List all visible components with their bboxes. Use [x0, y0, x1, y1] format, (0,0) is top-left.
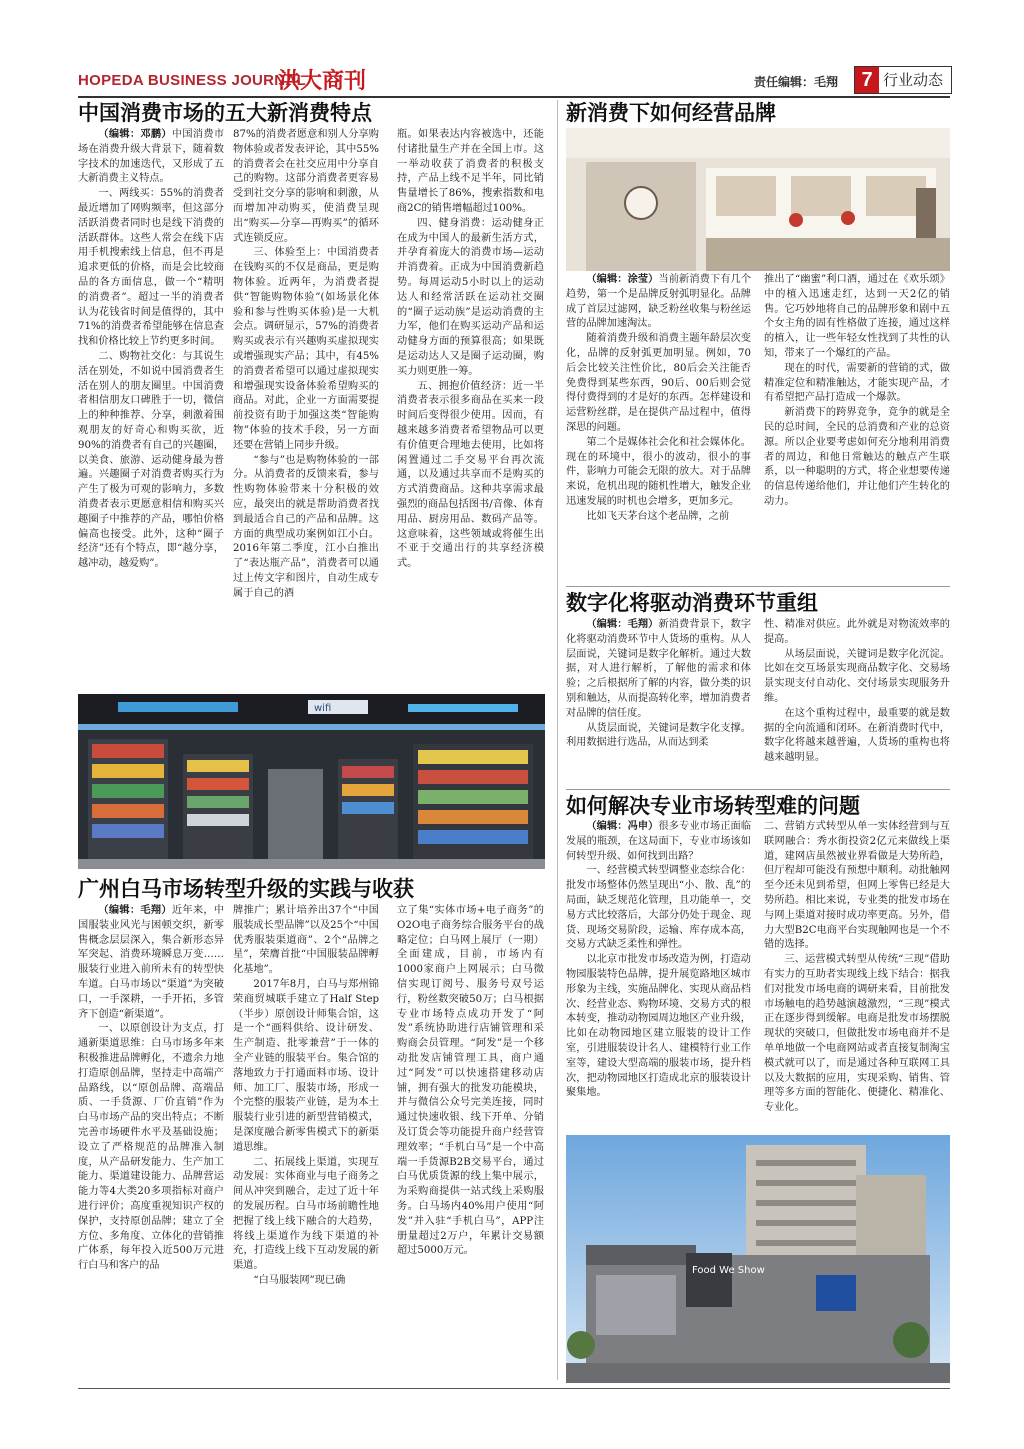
paragraph: 比如飞天茅台这个老品牌，之前 — [586, 510, 730, 522]
bottom-rule — [78, 1388, 950, 1389]
masthead — [78, 64, 950, 96]
article-column — [397, 904, 544, 1382]
paragraph: 二、购物社交化：与其说生活在别处，不如说中国消费者生活在别人的朋友圈里。中国消费者相信朋友口碑胜于一切，微信上的种种推荐、分享，刺激着围观朋友的好奇心和购买欲，近90%的消费者有自己的兴趣圈，以美食、旅游、运动健身最为普遍。兴趣圈子对消费者购买行为产生了极为可观的影响力，多数消费者表示更愿意相信和购买兴趣圈子中推荐的产品，哪怕价格偏高也接受。此外，这种“圈子经济”还有个特点，即“越分享，越冲动，越爱购”。 — [78, 350, 224, 570]
article-column — [233, 904, 379, 1382]
paragraph: 三、体验至上：中国消费者在钱购买的不仅是商品，更是购物体验。近两年，为消费者提供“智能购物体验”(如场景化体验和参与性购买体验)是一大机会点。调研显示，57%的消费者购买或表示有兴趣购买虚拟现实或增强现实产品；其中，有45%的消费者希望可以通过虚拟现实和增强现实设备体验希望购买的商品。对此，企业一方面需要提前投资有助于加强这类“智能购物”体验的技术手段，另一方面还要在营销上同步升级。 — [233, 247, 379, 451]
article-title: 如何解决专业市场转型难的问题 — [566, 794, 860, 818]
paragraph: 随着消费升级和消费主题年龄层次变化，品牌的反射弧更加明显。例如，70后会比较关注性价比，80后会关注能否免费得到某些东西，90后、00后则会觉得付费得到的才是好的东西。怎样建设和运营粉丝群，是在提供产品过程中，值得深思的问题。 — [566, 333, 751, 433]
supermarket-sign: wifi — [314, 703, 332, 714]
paragraph: 四、健身消费：运动健身正在成为中国人的最新生活方式，并孕育着庞大的消费市场—运动并消费着。正成为中国消费新趋势。每周运动5小时以上的运动达人和经常活跃在运动社交圈的“圈子运动族”是运动消费的主力军，他们在购买运动产品和运动健身方面的预算很高；如果既是运动达人又是圈子运动圈，购买力则更胜一筹。 — [397, 217, 544, 377]
article-title: 新消费下如何经营品牌 — [566, 101, 776, 125]
article-separator — [566, 789, 950, 790]
paragraph: 推出了“幽蜜”利口酒，通过在《欢乐颂》中的植入迅速走红，达到一天2亿的销售。它巧妙地将自己的品牌形象和剧中五个女主角的固有性格做了连接，通过这样的植入，让一些年轻女性找到了共性的认知，带来了一个爆红的产品。 — [764, 274, 950, 359]
paragraph: 很多专业市场正面临发展的瓶颈，在这局面下，专业市场该如何转型升级、如何找到出路？ — [566, 821, 751, 862]
section-name: 行业动态 — [883, 71, 944, 89]
market-building-photo — [566, 1135, 950, 1383]
article-column — [566, 820, 751, 1130]
paragraph: 从场层面说，关键词是数字化沉淀。比如在交互场景实现商品数字化、交易场景实现支付自动化、交付场景实现服务升维。 — [764, 648, 950, 704]
paragraph: 瓶。如果表达内容被选中，还能付诸批量生产并在全国上市。这一举动收获了消费者的积极支持，产品上线不足半年，同比销售量增长了86%，搜索指数和电商2C的销售增幅超过100%。 — [397, 129, 544, 214]
paragraph: 一、两线买：55%的消费者最近增加了网购频率，但这部分活跃消费者同时也是线下消费的活跃群体。这些人常会在线下店用手机搜索线上信息，但不再是追求更低的价格，而是会比较商品的各方面信息，做一个“精明的消费者”。超过一半的消费者认为花钱省时间是值得的，其中71%的消费者希望能够在信息查找和价格比较上节约更多时间。 — [78, 188, 224, 348]
paragraph: 在这个重构过程中，最重要的就是数据的全向流通和闭环。在新消费时代中，数字化将越来越普遍，人货场的重构也将越来越明显。 — [764, 707, 950, 764]
paragraph: “白马服装网”现已确 — [253, 1274, 346, 1286]
paragraph: 一、以原创设计为支点，打通新渠道思维：白马市场多年来积极推进品牌孵化，不遗余力地打造原创品牌，坚持走中高端产品路线，以“原创品牌、高端品质、一手货源、厂价直销”作为白马市场产品的突出特点；不断完善市场硬件水平及基础设施；设立了严格规范的品牌准入制度，从产品研发能力、生产加工能力、渠道建设能力、品牌营运能力等4大类20多项指标对商户进行评价；高度重视知识产权的保护，支持原创品牌；建立了全方位、多角度、立体化的营销推广体系，每年投入近500万元进行白马和客户的品 — [78, 1023, 224, 1272]
article-column — [78, 904, 224, 1382]
journal-name-cn: 洪大商刊 — [278, 69, 367, 94]
article-byline: （编辑：邓鹏） — [98, 129, 172, 140]
paragraph: 性、精准对供应。此外就是对物流效率的提高。 — [764, 619, 950, 645]
article-column — [764, 618, 950, 786]
paragraph: 二、拓展线上渠道，实现互动发展：实体商业与电子商务之间从冲突到融合，走过了近十年的发展历程。白马市场前瞻性地把握了线上线下融合的大趋势，将线上渠道作为线下渠道的补充，打造线上线下互动发展的新渠道。 — [233, 1156, 379, 1272]
page-badge — [854, 66, 952, 94]
paragraph: 中国消费市场在消费升级大背景下，随着数字技术的加速迭代，又形成了五大新消费主义特点。 — [78, 129, 224, 185]
article-column — [397, 128, 544, 688]
article-column — [764, 820, 950, 1130]
supermarket-photo — [78, 694, 545, 869]
paragraph: 现在的时代，需要新的营销的式，做精准定位和精准触达，才能实现产品，才有希望把产品打造成一个爆款。 — [764, 362, 950, 404]
article-separator — [566, 586, 950, 587]
paragraph: 从货层面说，关键词是数字化支撑。利用数据进行选品，从而达到柔 — [566, 722, 751, 749]
article-column — [78, 128, 224, 688]
article-column — [566, 618, 751, 786]
article-title: 广州白马市场转型升级的实践与收获 — [78, 877, 414, 901]
article-byline: （编辑：毛翔） — [586, 619, 659, 630]
paragraph: “参与”也是购物体验的一部分。从消费者的反馈来看，参与性购物体验带来十分积极的效应，最突出的就是帮助消费者找到最适合自己的产品和品牌。这方面的典型成功案例如江小白。2016年第二季度，江小白推出了“表达瓶产品”，消费者可以通过上传文字和图片，自动生成专属于自己的酒 — [233, 454, 379, 599]
top-rule — [78, 96, 950, 98]
paragraph: 一、经营模式转型调整业态综合化：批发市场整体仍然呈现出“小、散、乱”的局面，缺乏规范化管理，且功能单一，交易方式比较落后，大部分仍处于现金、现货、现场交易阶段，运输、库存成本高，交易方式缺乏柔性和弹性。 — [566, 865, 751, 951]
paragraph: 87%的消费者愿意和别人分享购物体验或者发表评论，其中55%的消费者会在社交应用中分享自己的购物。这部分消费者更容易受到社交分享的影响和刺激，从而增加冲动购买，使消费呈现出“购买—分享—再购买”的循环式连锁反应。 — [233, 129, 379, 244]
paragraph: 新消费背景下，数字化将驱动消费环节中人货场的重构。从人层面说，关键词是数字化解析。通过大数据，对人进行解析，了解他的需求和体验；之后根据所了解的内容，做分类的识别和触达，从而提高转化率，增加消费者对品牌的信任度。 — [566, 619, 751, 719]
article-title: 数字化将驱动消费环节重组 — [566, 591, 818, 615]
paragraph: 五、拥抱价值经济：近一半消费者表示很多商品在买来一段时间后变得很少使用。因而，有越来越多消费者希望物品可以更有价值更合理地去使用，比如将闲置通过二手交易平台再次流通，以及通过共享而不是购买的方式消费商品。这种共享需求最强烈的商品包括图书/音像、体育用品、厨房用品、数码产品等。这意味着，这些领域或将催生出不亚于交通出行的共享经济模式。 — [397, 380, 544, 570]
page-number: 7 — [855, 67, 879, 93]
paragraph: 新消费下的跨界竞争，竞争的就是全民的总时间，全民的总消费和产业的总资源。所以企业要考虑如何充分地利用消费者的周边，和他日常触达的触点产生联系，以一种聪明的方式，将企业想要传递的信息传递给他们，并让他们产生转化的动力。 — [764, 407, 950, 507]
article-byline: （编辑：冯申） — [586, 821, 659, 832]
paragraph: 2017年8月，白马与郑州锦荣商贸城联手建立了Half Step（半步）原创设计师集合馆，这是一个“画料供给、设计研发、生产制造、批零兼营”于一体的全产业链的服装平台。集合馆的落地致力于打通面料市场、设计师、加工厂、服装市场，形成一个完整的服装产业链，是为本土服装行业引进的新型营销模式，是深度融合新零售模式下的新渠道思维。 — [233, 978, 379, 1153]
article-byline: （编辑：涂莹） — [586, 274, 659, 285]
article-byline: （编辑：毛翔） — [98, 905, 172, 916]
paragraph: 第二个是媒体社会化和社会媒体化。现在的环境中，很小的波动，很小的事件，影响力可能会无限的放大。对于品牌来说，危机出现的随机性增大，触发企业迅速发展的时机也会增多，更加多元。 — [566, 436, 751, 507]
article-column — [764, 273, 950, 583]
paragraph: 立了集“实体市场+电子商务”的O2O电子商务综合服务平台的战略定位；白马网上展厅（一期）全面建成，目前，市场内有1000家商户上网展示；白马微信实现订阅号、服务号双号运行，粉丝数突破50万；白马根据专业市场特点成功开发了“阿发”系统协助进行店铺管理和采购商会员管理。“阿发”是一个移动批发店铺管理工具，商户通过“阿发”可以快速搭建移动店铺，拥有强大的批发功能模块，并与微信公众号完美连接，同时通过快速收银、线下开单、分销及订货会等功能提升商户经营管理效率；“手机白马”是一个中高端一手货源B2B交易平台，通过白马优质货源的线上集中展示，为采购商提供一站式线上采购服务。白马场内40%用户使用“阿发”并入驻“手机白马”，APP注册量超过2万户，年累计交易额超过5000万元。 — [397, 905, 544, 1257]
paragraph: 近年来，中国服装业风光与困顿交织，新零售概念层层深入，集合新形态异军突起、消费环境瞬息万变……服装行业进入前所未有的转型快车道。白马市场以“渠道”为突破口，一手深耕，一手开拓，多管齐下创造“新渠道”。 — [78, 905, 224, 1020]
article-column — [566, 273, 751, 583]
restaurant-sign: Food We Show — [692, 1265, 765, 1276]
paragraph: 牌推广；累计培养出37个“中国服装成长型品牌”以及25个“中国优秀服装渠道商”、2个“品牌之星”，荣膺首批“中国服装品牌孵化基地”。 — [233, 905, 379, 976]
journal-name-en: HOPEDA BUSINESS JOURNAL — [78, 72, 307, 89]
paragraph: 三、运营模式转型从传统“三现”借助有实力的互助者实现线上线下结合：据我们对批发市场电商的调研来看，目前批发市场触电的趋势越演越激烈，“三现”模式正在逐步得到缓解。电商是批发市场摆脱现状的突破口，但做批发市场电商并不是单单地做一个电商网站或者直接复制淘宝模式就可以了，而是通过各种互联网工具以及大数据的应用，实现采购、销售、管理等多方面的智能化、便捷化、精准化、专业化。 — [764, 954, 950, 1114]
page-editor: 责任编辑：毛翔 — [754, 75, 839, 89]
column-divider — [557, 100, 558, 1380]
paragraph: 以北京市批发市场改造为例，打造动物园服装特色品牌，提升展览路地区城市形象为主线，实施品牌化、实现从商品档次、经营业态、购物环境、交易方式的根本转变，推动动物园周边地区产业升级，比如在动物园地区建立服装的设计工作室，引进服装设计名人、建模特行业工作室等，建设大型高端的服装市场，提升档次，把动物园地区打造成北京的服装设计聚集地。 — [566, 954, 751, 1099]
paragraph: 二、营销方式转型从单一实体经营到与互联网融合：秀水街投资2亿元来做线上渠道，建网店虽然被业界看做是大势所趋，但厅程却可能没有预想中顺利。动批触网至今还未见到希望，但网上零售已经是大势所趋。相比来说，专业类的批发市场在与网上渠道对接时成功率更高。另外，借力大型B2C电商平台实现触网也是一个不错的选择。 — [764, 821, 950, 951]
article-title: 中国消费市场的五大新消费特点 — [78, 101, 372, 125]
article-column — [233, 128, 379, 688]
restaurant-photo — [566, 128, 950, 271]
paragraph: 当前新消费下有几个趋势，第一个是品牌反射弧明显化。品牌成了首层过滤网，缺乏粉丝收集与粉丝运营的品牌加速淘汰。 — [566, 274, 751, 330]
